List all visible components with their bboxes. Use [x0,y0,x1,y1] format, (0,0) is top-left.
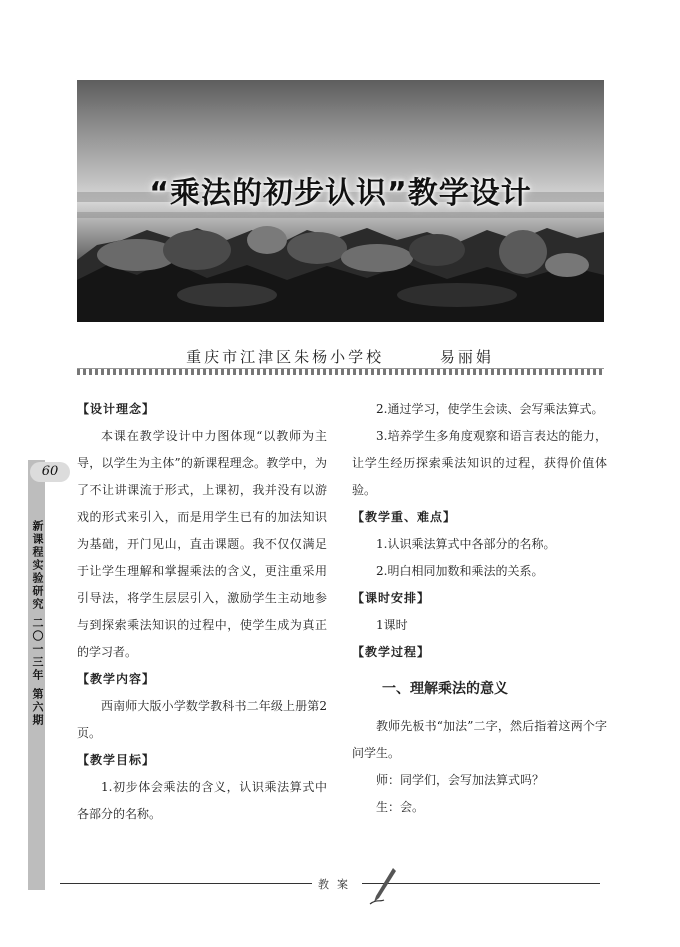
design-heading: 【设计理念】 [77,402,156,416]
key-point-2: 2.明白相同加数和乘法的关系。 [376,564,544,578]
goal-item-1: 1.初步体会乘法的含义，认识乘法算式中各部分的名称。 [77,780,327,821]
goal-item-3: 3.培养学生多角度观察和语言表达的能力，让学生经历探索乘法知识的过程，获得价值体验。 [352,429,607,497]
article-title: “乘法的初步认识”教学设计 [149,176,532,211]
left-column [77,396,327,828]
process-heading: 【教学过程】 [352,645,431,659]
section-title: 一、理解乘法的意义 [382,681,508,697]
pen-icon [368,866,398,906]
goals-heading: 【教学目标】 [77,753,156,767]
key-points-heading: 【教学重、难点】 [352,510,457,524]
right-column [352,396,607,821]
content-paragraph: 西南师大版小学数学教科书二年级上册第2页。 [77,699,327,740]
key-point-1: 1.认识乘法算式中各部分的名称。 [376,537,556,551]
footer-label: 教案 [312,876,362,892]
header-banner-image [77,80,604,322]
school-name: 重庆市江津区朱杨小学校 [186,348,385,366]
byline [0,346,680,367]
design-paragraph: 本课在教学设计中力图体现“以教师为主导，以学生为主体”的新课程理念。教学中，为了不让讲课流于形式，上课初，我并没有以游戏的形式来引入，而是用学生已有的加法知识为基础，开门见山，直击课题。我不仅仅满足于让学生理解和掌握乘法的含义，更注重采用引导法，将学生层层引入，激励学生主动地参与到探索乘法知识的过程中，使学生成为真正的学习者。 [77,429,327,659]
process-paragraph-1: 教师先板书“加法”二字，然后指着这两个字问学生。 [352,719,607,760]
page-number: 60 [30,462,70,482]
author-name: 易丽娟 [439,348,494,366]
process-paragraph-2: 师：同学们，会写加法算式吗？ [376,773,545,787]
goal-item-2: 2.通过学习，使学生会读、会写乘法算式。 [376,402,604,416]
process-paragraph-3: 生：会。 [376,800,425,814]
decorative-divider [77,368,604,375]
schedule-text: 1课时 [376,618,408,632]
schedule-heading: 【课时安排】 [352,591,431,605]
journal-info: 新课程实验研究 二〇一三年 第六期 [31,520,44,727]
content-heading: 【教学内容】 [77,672,156,686]
